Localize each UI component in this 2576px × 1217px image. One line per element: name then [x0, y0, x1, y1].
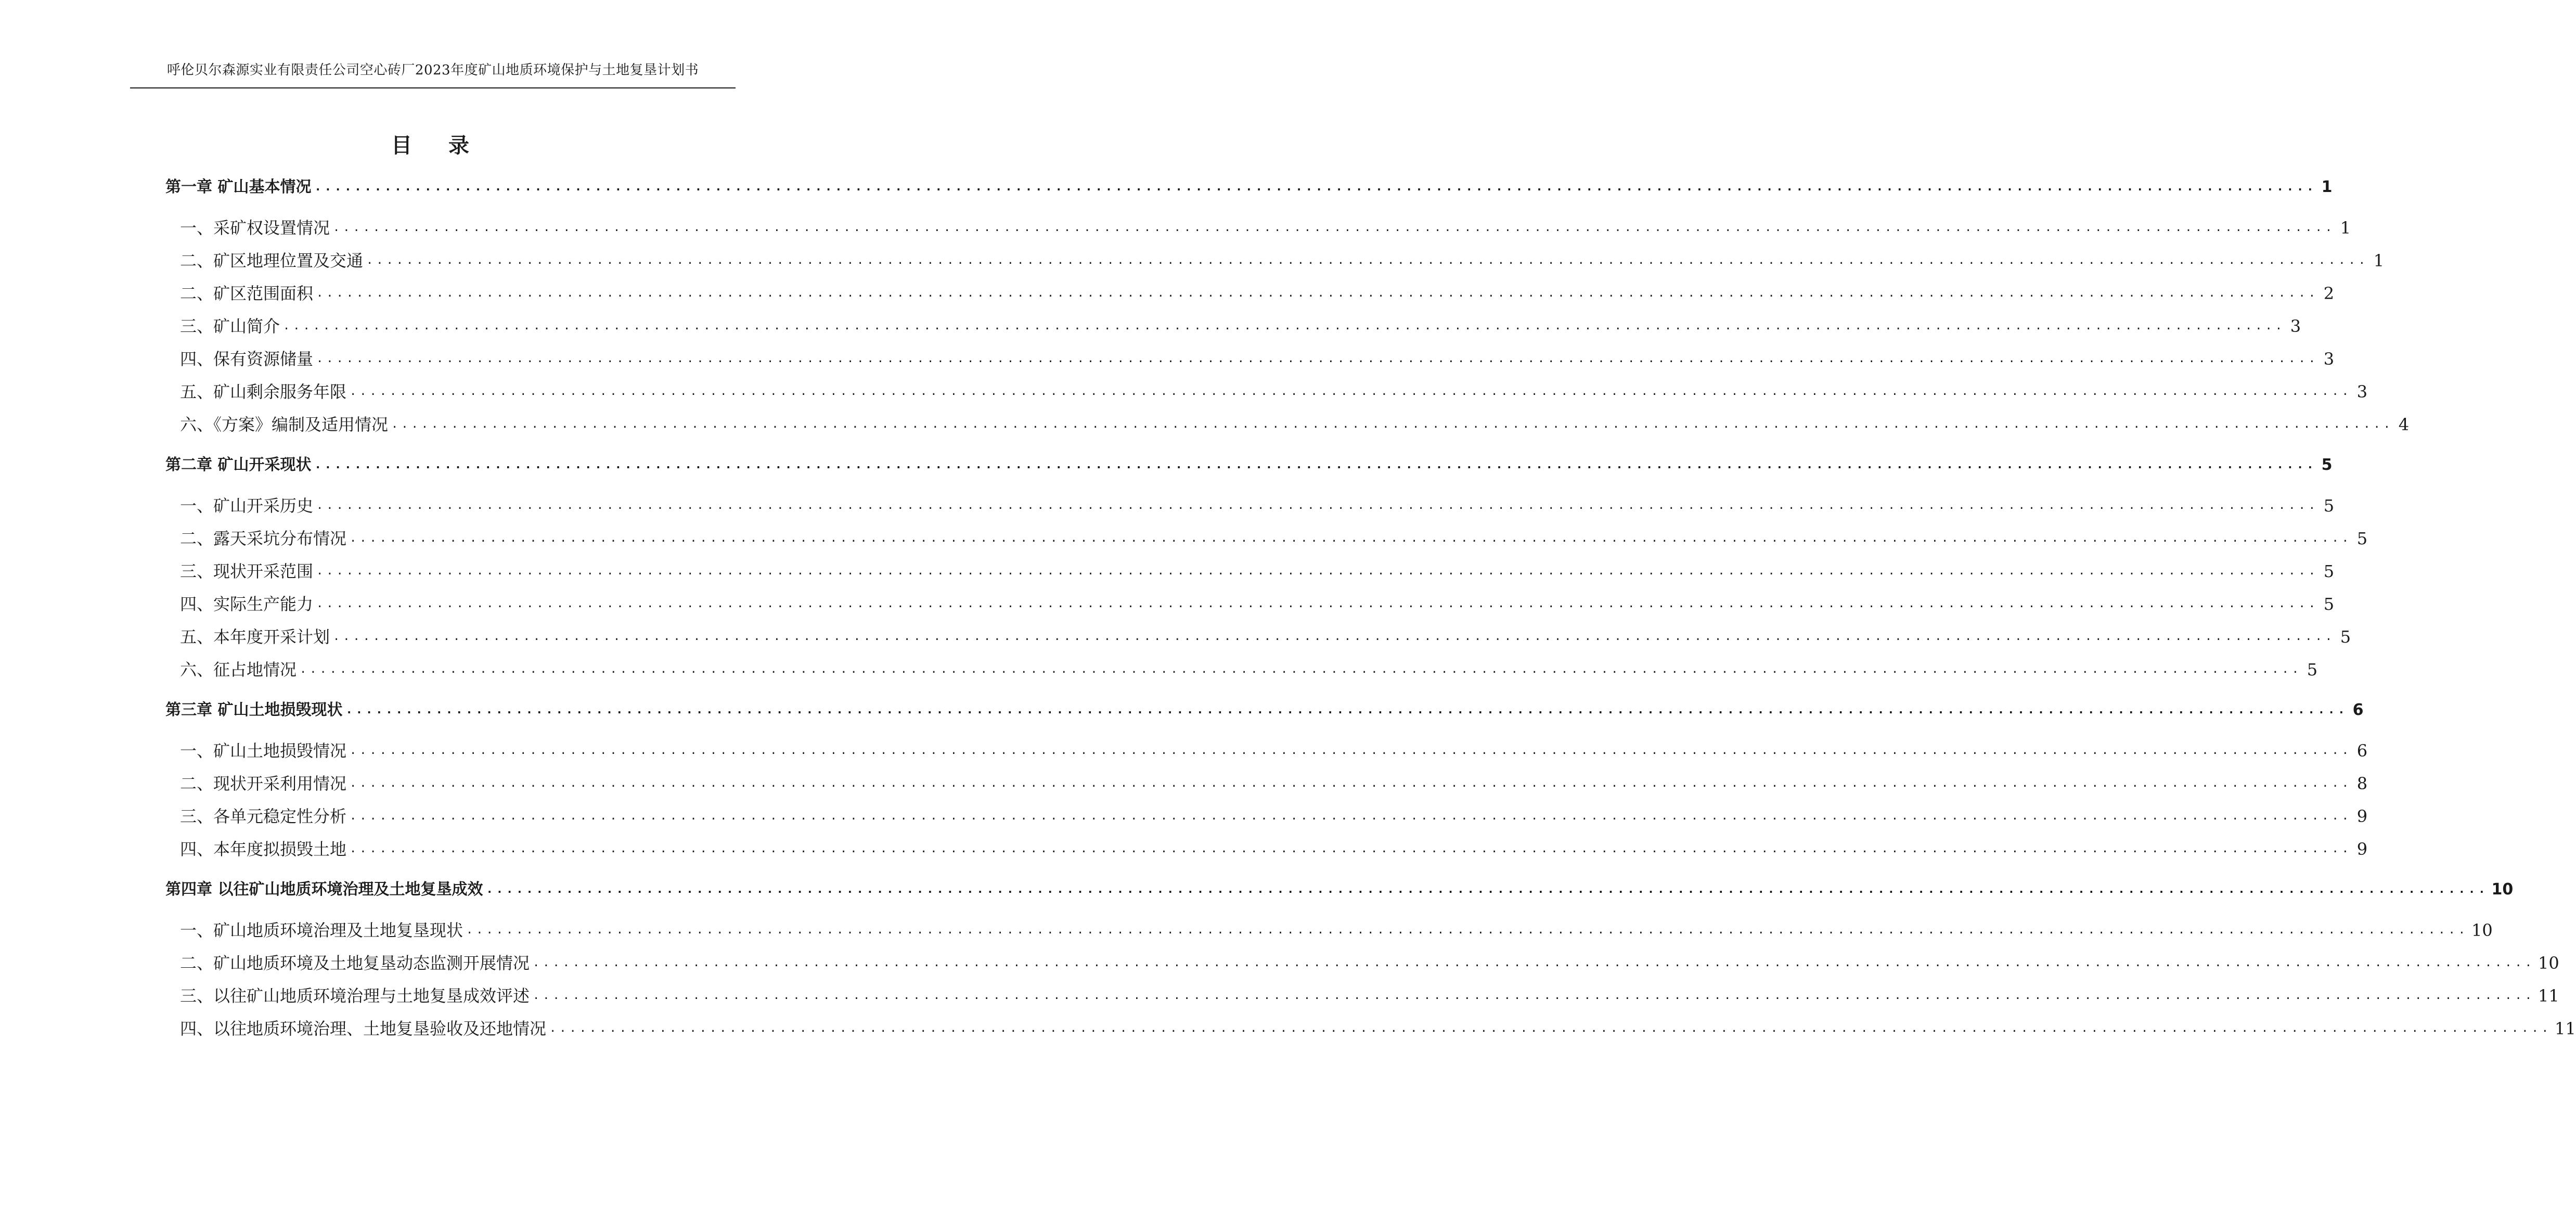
toc-page-number: 5 — [2356, 529, 2368, 548]
dot-leader: ........................................................................................................................................................................................................ — [350, 744, 2352, 757]
toc-section-entry[interactable] — [165, 380, 2368, 403]
toc-section-entry[interactable] — [165, 625, 2351, 648]
toc-page-number: 5 — [2323, 496, 2335, 516]
dot-leader: ........................................................................................................................................................................................................ — [316, 565, 2319, 578]
dot-leader: ........................................................................................................................................................................................................ — [350, 777, 2352, 790]
dot-leader: ........................................................................................................................................................................................................ — [486, 883, 2489, 896]
toc-page-number: 1 — [2373, 251, 2385, 271]
header-rule — [130, 87, 736, 88]
toc-entry-label: 一、矿山开采历史 — [180, 496, 314, 516]
toc-section-entry[interactable] — [165, 282, 2335, 305]
toc-entry-label: 第一章 矿山基本情况 — [165, 178, 312, 196]
toc-entry-label: 六、《方案》编制及适用情况 — [180, 415, 389, 434]
dot-leader: ........................................................................................................................................................................................................ — [300, 663, 2302, 676]
toc-entry-label: 四、本年度拟损毁土地 — [180, 839, 347, 859]
toc-chapter-entry[interactable] — [165, 176, 2333, 199]
toc-page-number: 5 — [2340, 627, 2351, 647]
toc-page-number: 1 — [2321, 178, 2333, 196]
toc-page-number: 3 — [2290, 316, 2301, 336]
toc-page-number: 5 — [2323, 561, 2335, 581]
toc-section-entry[interactable] — [165, 739, 2368, 762]
toc-entry-label: 五、矿山剩余服务年限 — [180, 382, 347, 402]
dot-leader: ........................................................................................................................................................................................................ — [350, 810, 2352, 823]
dot-leader: ........................................................................................................................................................................................................ — [283, 319, 2286, 332]
dot-leader: ........................................................................................................................................................................................................ — [366, 254, 2369, 267]
toc-page-number: 4 — [2398, 415, 2410, 434]
toc-entry-label: 二、矿区范围面积 — [180, 284, 314, 303]
dot-leader: ........................................................................................................................................................................................................ — [316, 499, 2319, 512]
toc-entry-label: 二、矿山地质环境及土地复垦动态监测开展情况 — [180, 953, 530, 973]
toc-entry-label: 三、各单元稳定性分析 — [180, 806, 347, 826]
dot-leader: ........................................................................................................................................................................................................ — [549, 1022, 2552, 1035]
toc-entry-label: 第三章 矿山土地损毁现状 — [165, 701, 343, 719]
toc-section-entry[interactable] — [165, 658, 2318, 681]
toc-section-entry[interactable] — [165, 772, 2368, 795]
toc-title: 目 录 — [391, 133, 484, 158]
toc-entry-label: 一、矿山土地损毁情况 — [180, 741, 347, 761]
toc-entry-label: 五、本年度开采计划 — [180, 627, 330, 647]
running-header: 呼伦贝尔森源实业有限责任公司空心砖厂2023年度矿山地质环境保护与土地复垦计划书 — [166, 62, 699, 78]
toc-page-number: 5 — [2307, 660, 2318, 680]
toc-page-number: 8 — [2356, 774, 2368, 793]
toc-section-entry[interactable] — [165, 494, 2335, 517]
dot-leader: ........................................................................................................................................................................................................ — [345, 703, 2348, 716]
dot-leader: ........................................................................................................................................................................................................ — [350, 842, 2352, 855]
dot-leader: ........................................................................................................................................................................................................ — [533, 989, 2535, 1002]
toc-entry-label: 二、露天采坑分布情况 — [180, 529, 347, 548]
dot-leader: ........................................................................................................................................................................................................ — [533, 956, 2535, 969]
toc-entry-label: 四、保有资源储量 — [180, 349, 314, 369]
toc-chapter-entry[interactable] — [165, 454, 2333, 477]
dot-leader: ........................................................................................................................................................................................................ — [316, 597, 2319, 610]
toc-page-number: 11 — [2555, 1019, 2576, 1039]
toc-chapter-entry[interactable] — [165, 699, 2364, 722]
toc-section-entry[interactable] — [165, 952, 2559, 975]
toc-section-entry[interactable] — [165, 527, 2368, 550]
toc-page-number: 1 — [2340, 218, 2351, 238]
toc-entry-label: 四、实际生产能力 — [180, 594, 314, 614]
toc-page-number: 9 — [2356, 806, 2368, 826]
dot-leader: ........................................................................................................................................................................................................ — [333, 630, 2336, 643]
toc-section-entry[interactable] — [165, 593, 2335, 616]
toc-page-number: 5 — [2321, 456, 2333, 474]
toc-entry-label: 六、征占地情况 — [180, 660, 297, 680]
toc-entry-label: 四、以往地质环境治理、土地复垦验收及还地情况 — [180, 1019, 547, 1039]
toc-page-number: 6 — [2352, 701, 2364, 719]
dot-leader: ........................................................................................................................................................................................................ — [391, 418, 2394, 431]
toc-section-entry[interactable] — [165, 984, 2559, 1007]
toc-entry-label: 第二章 矿山开采现状 — [165, 456, 312, 474]
toc-page-number: 6 — [2356, 741, 2368, 761]
toc-section-entry[interactable] — [165, 805, 2368, 828]
toc-section-entry[interactable] — [165, 348, 2335, 370]
dot-leader: ........................................................................................................................................................................................................ — [314, 458, 2317, 471]
toc-page-number: 11 — [2538, 986, 2559, 1006]
toc-section-entry[interactable] — [165, 1017, 2576, 1040]
toc-page-number: 10 — [2538, 953, 2559, 973]
toc-section-entry[interactable] — [165, 315, 2301, 338]
dot-leader: ........................................................................................................................................................................................................ — [350, 532, 2352, 545]
dot-leader: ........................................................................................................................................................................................................ — [316, 287, 2319, 300]
toc-entry-label: 二、矿区地理位置及交通 — [180, 251, 364, 271]
toc-page-number: 3 — [2323, 349, 2335, 369]
dot-leader: ........................................................................................................................................................................................................ — [466, 924, 2469, 937]
toc-section-entry[interactable] — [165, 919, 2493, 942]
toc-entry-label: 一、矿山地质环境治理及土地复垦现状 — [180, 920, 463, 940]
toc-entry-label: 三、现状开采范围 — [180, 561, 314, 581]
dot-leader: ........................................................................................................................................................................................................ — [316, 352, 2319, 365]
toc-entry-label: 三、矿山简介 — [180, 316, 280, 336]
dot-leader: ........................................................................................................................................................................................................ — [350, 385, 2352, 398]
toc-section-entry[interactable] — [165, 216, 2351, 239]
toc-entry-label: 二、现状开采利用情况 — [180, 774, 347, 793]
dot-leader: ........................................................................................................................................................................................................ — [314, 181, 2317, 194]
toc-section-entry[interactable] — [165, 838, 2368, 861]
toc-section-entry[interactable] — [165, 560, 2335, 583]
dot-leader: ........................................................................................................................................................................................................ — [333, 221, 2336, 234]
toc-entry-label: 一、采矿权设置情况 — [180, 218, 330, 238]
toc-section-entry[interactable] — [165, 413, 2410, 436]
toc-page-number: 3 — [2356, 382, 2368, 402]
toc-chapter-entry[interactable] — [165, 878, 2514, 901]
toc-page-number: 2 — [2323, 284, 2335, 303]
toc-page-number: 9 — [2356, 839, 2368, 859]
toc-entry-label: 三、以往矿山地质环境治理与土地复垦成效评述 — [180, 986, 530, 1006]
toc-page-number: 10 — [2471, 920, 2493, 940]
toc-page-number: 5 — [2323, 594, 2335, 614]
toc-entry-label: 第四章 以往矿山地质环境治理及土地复垦成效 — [165, 880, 483, 899]
toc-section-entry[interactable] — [165, 249, 2385, 272]
toc-page-number: 10 — [2491, 880, 2514, 899]
